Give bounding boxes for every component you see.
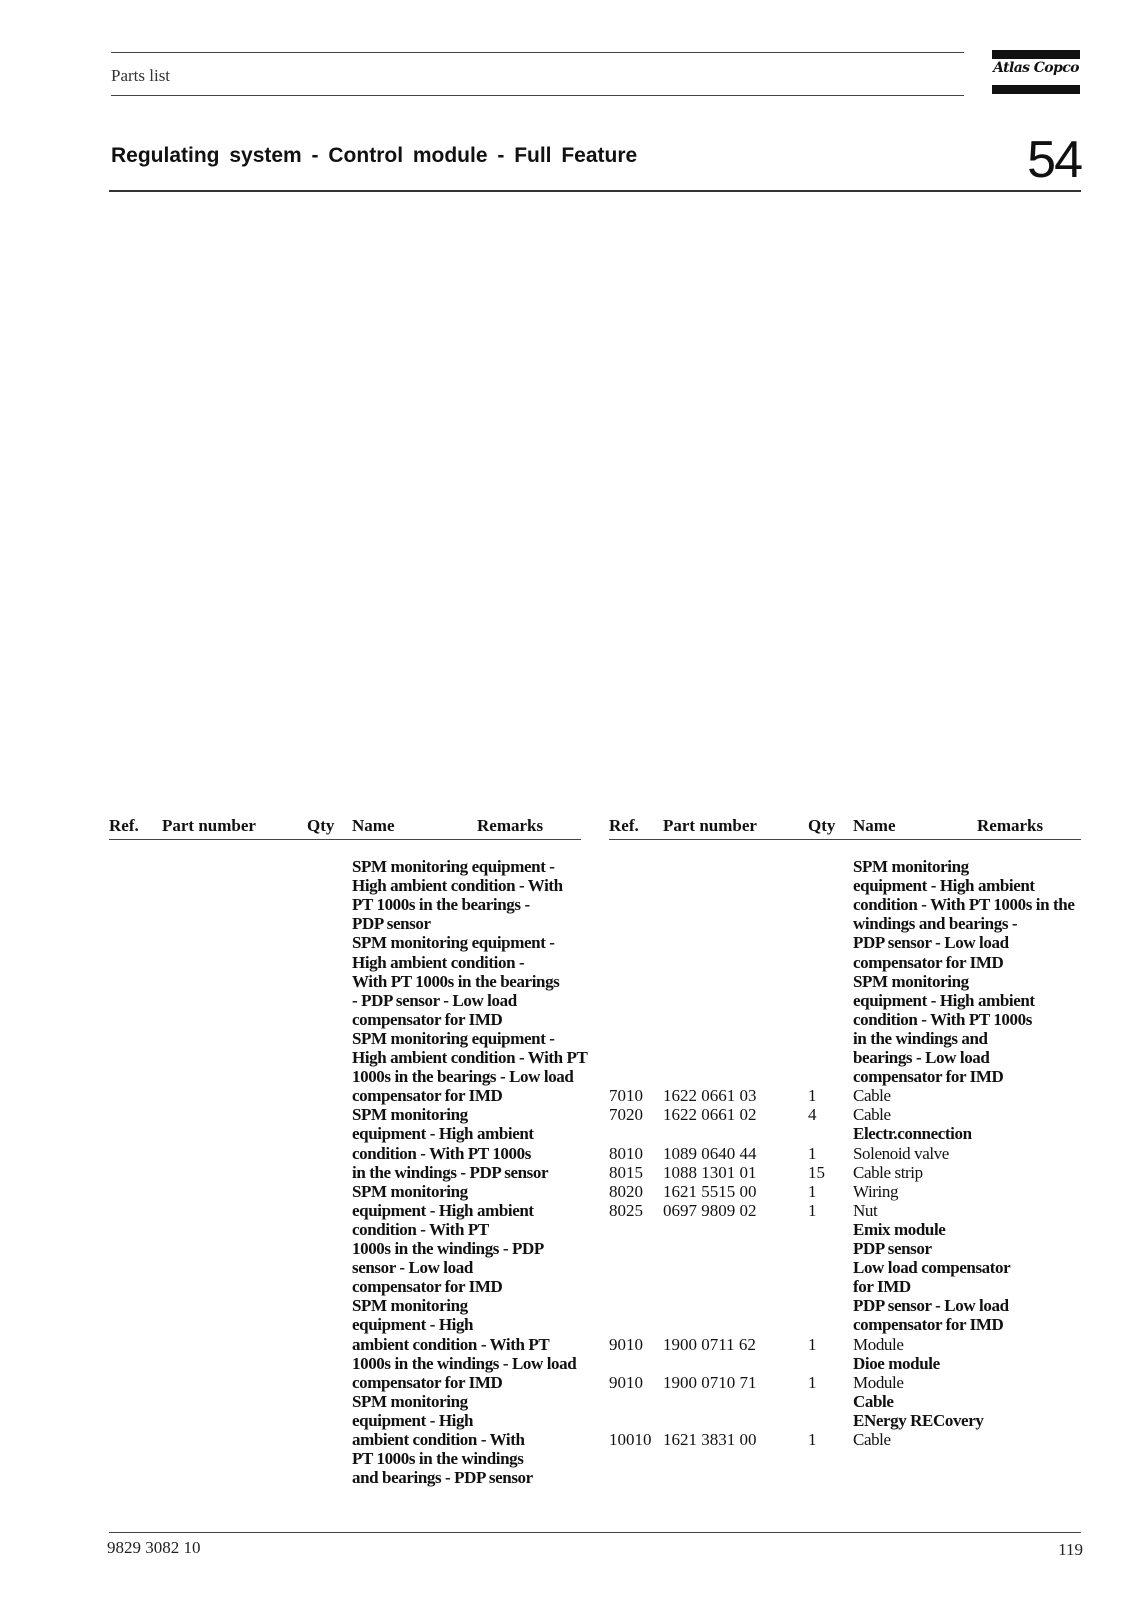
group-heading-line: SPM monitoring equipment -: [352, 857, 555, 876]
group-heading-line: ENergy RECovery: [853, 1410, 984, 1430]
group-heading-line: PT 1000s in the windings: [352, 1449, 524, 1469]
group-heading-line: for IMD: [853, 1277, 911, 1297]
left-part-number-header: Part number: [162, 816, 256, 835]
part-name: Solenoid valve: [853, 1143, 949, 1163]
group-heading-line: SPM monitoring: [352, 1391, 468, 1411]
part-ref: 7010: [609, 1086, 643, 1106]
part-number: 1622 0661 02: [663, 1105, 757, 1125]
right-qty-header: Qty: [808, 816, 836, 835]
group-heading-line: 1000s in the bearings - Low load: [352, 1067, 574, 1087]
group-heading-line: compensator for IMD: [352, 1086, 503, 1106]
part-qty: 1: [808, 1181, 817, 1201]
group-heading-line: High ambient condition -: [352, 952, 525, 972]
group-heading-line: equipment - High ambient: [352, 1200, 534, 1220]
part-ref: 7020: [609, 1105, 643, 1125]
group-heading-line: compensator for IMD: [853, 1067, 1004, 1087]
part-qty: 4: [808, 1105, 817, 1125]
part-name: Cable: [853, 1086, 891, 1106]
atlas-copco-logo: [992, 50, 1080, 94]
group-heading-line: equipment - High ambient: [853, 876, 1035, 896]
right-ref-header: Ref.: [609, 816, 639, 835]
group-heading-line: 1000s in the windings - PDP: [352, 1239, 544, 1258]
part-ref: 8010: [609, 1143, 643, 1163]
group-heading-line: High ambient condition - With: [352, 876, 563, 896]
right-part-number-header: Part number: [663, 816, 757, 835]
header-label: Parts list: [111, 66, 171, 85]
group-heading-line: compensator for IMD: [853, 1315, 1004, 1335]
group-heading-line: condition - With PT 1000s: [352, 1143, 531, 1163]
part-ref: 8025: [609, 1200, 643, 1220]
group-heading-line: equipment - High: [352, 1315, 474, 1335]
group-heading-line: in the windings - PDP sensor: [352, 1162, 549, 1182]
group-heading-line: PDP sensor - Low load: [853, 933, 1009, 953]
header-top-rule: [111, 52, 964, 53]
left-table-header-rule: [109, 839, 581, 840]
group-heading-line: Dioe module: [853, 1353, 940, 1373]
part-number: 1621 3831 00: [663, 1430, 757, 1449]
footer-rule: [109, 1532, 1081, 1533]
group-heading-line: compensator for IMD: [352, 1009, 503, 1029]
group-heading-line: Low load compensator: [853, 1258, 1011, 1278]
group-heading-line: condition - With PT 1000s: [853, 1009, 1032, 1029]
logo-bottom-bar: [992, 85, 1080, 94]
part-ref: 9010: [609, 1372, 643, 1392]
part-ref: 9010: [609, 1334, 643, 1354]
header-bottom-rule: [111, 95, 964, 96]
part-name: Module: [853, 1334, 904, 1354]
part-name: Nut: [853, 1200, 878, 1220]
section-number: 54: [1027, 131, 1081, 189]
group-heading-line: windings and bearings -: [853, 914, 1018, 934]
part-ref: 8015: [609, 1162, 643, 1182]
part-number: 1622 0661 03: [663, 1086, 757, 1106]
part-name: Cable: [853, 1105, 891, 1125]
part-number: 1089 0640 44: [663, 1143, 757, 1163]
part-number: 0697 9809 02: [663, 1200, 757, 1220]
part-ref: 10010: [609, 1430, 652, 1449]
group-heading-line: equipment - High ambient: [352, 1124, 534, 1144]
section-title-rule: [109, 190, 1081, 192]
group-heading-line: PDP sensor: [352, 914, 431, 934]
group-heading-line: SPM monitoring: [853, 971, 969, 991]
group-heading-line: SPM monitoring: [352, 1105, 468, 1125]
part-number: 1621 5515 00: [663, 1181, 757, 1201]
part-qty: 1: [808, 1200, 817, 1220]
group-heading-line: Electr.connection: [853, 1124, 972, 1144]
right-name-header: Name: [853, 816, 896, 835]
part-ref: 8020: [609, 1181, 643, 1201]
group-heading-line: equipment - High: [352, 1410, 474, 1430]
part-qty: 1: [808, 1086, 817, 1106]
group-heading-line: PDP sensor - Low load: [853, 1296, 1009, 1316]
part-number: 1900 0710 71: [663, 1372, 757, 1392]
part-name: Wiring: [853, 1181, 899, 1201]
group-heading-line: 1000s in the windings - Low load: [352, 1353, 577, 1373]
part-name: Cable strip: [853, 1162, 923, 1182]
group-heading-line: With PT 1000s in the bearings: [352, 971, 560, 991]
part-qty: 1: [808, 1143, 817, 1163]
group-heading-line: and bearings - PDP sensor: [352, 1468, 533, 1488]
group-heading-line: SPM monitoring: [352, 1296, 468, 1316]
part-name: Module: [853, 1372, 904, 1392]
group-heading-line: equipment - High ambient: [853, 990, 1035, 1010]
part-name: Cable: [853, 1430, 891, 1449]
group-heading-line: PT 1000s in the bearings -: [352, 895, 530, 915]
group-heading-line: sensor - Low load: [352, 1258, 473, 1278]
group-heading-line: compensator for IMD: [853, 952, 1004, 972]
group-heading-line: compensator for IMD: [352, 1277, 503, 1297]
section-title: Regulating system - Control module - Full Feature: [111, 144, 638, 167]
group-heading-line: ambient condition - With: [352, 1430, 525, 1449]
group-heading-line: - PDP sensor - Low load: [352, 990, 517, 1010]
left-remarks-header: Remarks: [477, 816, 544, 835]
footer-document-number: 9829 3082 10: [107, 1538, 201, 1557]
logo-top-bar: [992, 50, 1080, 59]
group-heading-line: SPM monitoring: [853, 857, 969, 876]
part-qty: 1: [808, 1334, 817, 1354]
left-name-header: Name: [352, 816, 395, 835]
part-number: 1900 0711 62: [663, 1334, 756, 1354]
group-heading-line: PDP sensor: [853, 1239, 932, 1258]
group-heading-line: ambient condition - With PT: [352, 1334, 550, 1354]
group-heading-line: SPM monitoring equipment -: [352, 1028, 555, 1048]
group-heading-line: Emix module: [853, 1219, 946, 1239]
group-heading-line: compensator for IMD: [352, 1372, 503, 1392]
right-table-header-rule: [609, 839, 1081, 840]
part-qty: 15: [808, 1162, 825, 1182]
left-ref-header: Ref.: [109, 816, 139, 835]
group-heading-line: bearings - Low load: [853, 1048, 990, 1067]
logo-wordmark: Atlas Copco: [993, 60, 1079, 76]
part-qty: 1: [808, 1372, 817, 1392]
group-heading-line: SPM monitoring: [352, 1181, 468, 1201]
group-heading-line: Cable: [853, 1391, 894, 1411]
footer-page-number: 119: [1058, 1540, 1083, 1559]
group-heading-line: SPM monitoring equipment -: [352, 933, 555, 953]
left-qty-header: Qty: [307, 816, 335, 835]
group-heading-line: High ambient condition - With PT: [352, 1048, 588, 1067]
group-heading-line: condition - With PT: [352, 1219, 489, 1239]
part-qty: 1: [808, 1430, 817, 1449]
group-heading-line: in the windings and: [853, 1028, 988, 1048]
part-number: 1088 1301 01: [663, 1162, 757, 1182]
group-heading-line: condition - With PT 1000s in the: [853, 895, 1075, 915]
right-remarks-header: Remarks: [977, 816, 1044, 835]
